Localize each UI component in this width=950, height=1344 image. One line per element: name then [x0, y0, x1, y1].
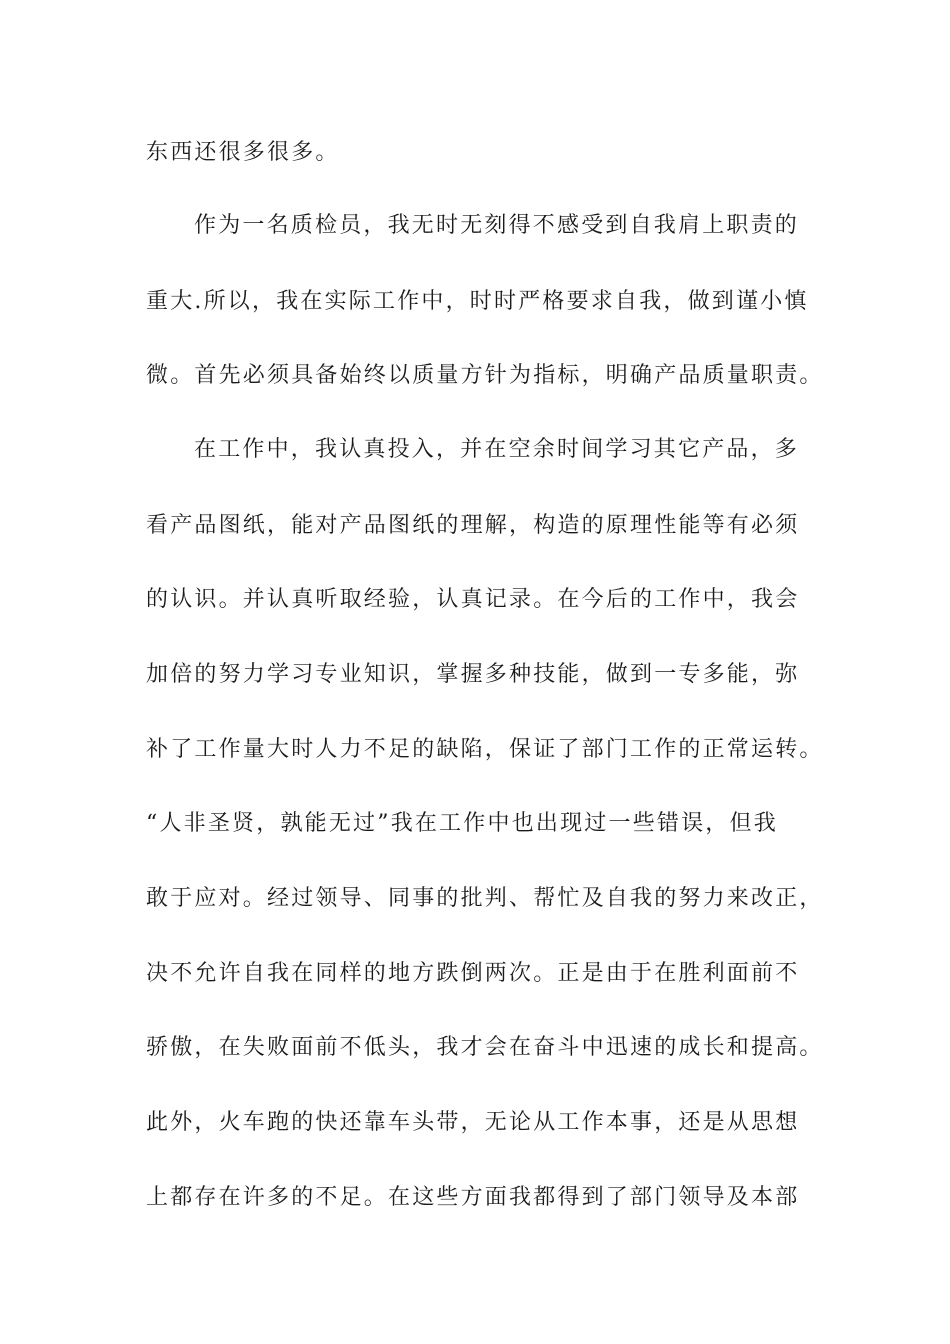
text-line: 加倍的努力学习专业知识，掌握多种技能，做到一专多能，弥 — [146, 662, 800, 687]
text-line: “人非圣贤，孰能无过”我在工作中也出现过一些错误，但我 — [146, 811, 778, 836]
text-line: 敢于应对。经过领导、同事的批判、帮忙及自我的努力来改正， — [146, 886, 824, 911]
text-line: 看产品图纸，能对产品图纸的理解，构造的原理性能等有必须 — [146, 513, 800, 538]
text-line: 东西还很多很多。 — [146, 140, 340, 165]
text-line: 作为一名质检员，我无时无刻得不感受到自我肩上职责的 — [194, 213, 800, 238]
text-line: 重大.所以，我在实际工作中，时时严格要求自我，做到谨小慎 — [146, 289, 809, 314]
text-line: 决不允许自我在同样的地方跌倒两次。正是由于在胜利面前不 — [146, 961, 800, 986]
text-line: 骄傲，在失败面前不低头，我才会在奋斗中迅速的成长和提高。 — [146, 1035, 824, 1060]
text-line: 的认识。并认真听取经验，认真记录。在今后的工作中，我会 — [146, 587, 800, 612]
text-line: 此外，火车跑的快还靠车头带，无论从工作本事，还是从思想 — [146, 1110, 800, 1135]
text-line: 补了工作量大时人力不足的缺陷，保证了部门工作的正常运转。 — [146, 737, 824, 762]
text-line: 微。首先必须具备始终以质量方针为指标，明确产品质量职责。 — [146, 363, 824, 388]
text-line: 在工作中，我认真投入，并在空余时间学习其它产品，多 — [194, 437, 800, 462]
text-line: 上都存在许多的不足。在这些方面我都得到了部门领导及本部 — [146, 1185, 800, 1210]
